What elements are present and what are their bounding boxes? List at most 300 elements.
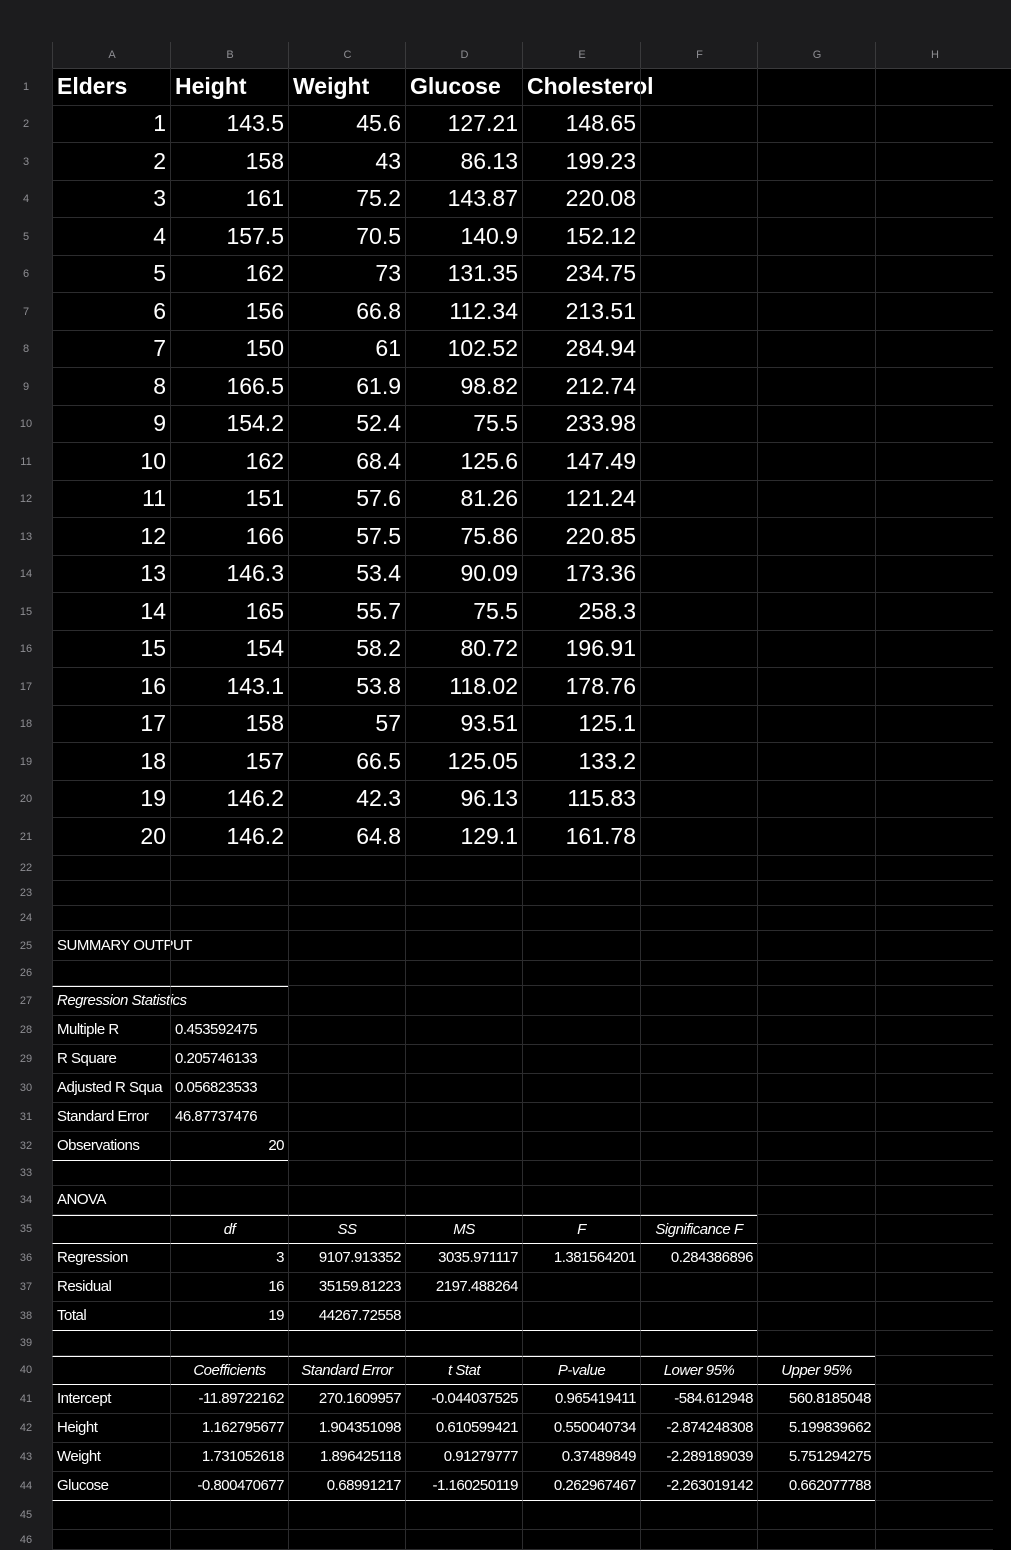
cell-e10[interactable]: 233.98 bbox=[522, 406, 640, 444]
cell-f3[interactable] bbox=[640, 143, 757, 181]
cell-f15[interactable] bbox=[640, 593, 757, 631]
cell-g32[interactable] bbox=[757, 1132, 875, 1161]
cell-a29[interactable]: R Square bbox=[52, 1045, 170, 1074]
cell-f5[interactable] bbox=[640, 218, 757, 256]
cell-h12[interactable] bbox=[875, 481, 993, 519]
cell-g1[interactable] bbox=[757, 68, 875, 106]
row-number[interactable]: 25 bbox=[0, 931, 52, 961]
cell-f37[interactable] bbox=[640, 1273, 757, 1302]
cell-e17[interactable]: 178.76 bbox=[522, 668, 640, 706]
cell-h2[interactable] bbox=[875, 106, 993, 144]
cell-g4[interactable] bbox=[757, 181, 875, 219]
cell-c38[interactable]: 44267.72558 bbox=[288, 1302, 405, 1331]
cell-h41[interactable] bbox=[875, 1385, 993, 1414]
cell-g6[interactable] bbox=[757, 256, 875, 294]
row-number[interactable]: 41 bbox=[0, 1385, 52, 1414]
cell-d22[interactable] bbox=[405, 856, 522, 881]
row-number[interactable]: 34 bbox=[0, 1186, 52, 1215]
cell-c46[interactable] bbox=[288, 1530, 405, 1550]
cell-f45[interactable] bbox=[640, 1501, 757, 1530]
cell-e12[interactable]: 121.24 bbox=[522, 481, 640, 519]
cell-d41[interactable]: -0.044037525 bbox=[405, 1385, 522, 1414]
cell-a22[interactable] bbox=[52, 856, 170, 881]
cell-h42[interactable] bbox=[875, 1414, 993, 1443]
cell-c20[interactable]: 42.3 bbox=[288, 781, 405, 819]
cell-b34[interactable] bbox=[170, 1186, 288, 1215]
row-number[interactable]: 6 bbox=[0, 256, 52, 294]
cell-f13[interactable] bbox=[640, 518, 757, 556]
cell-h30[interactable] bbox=[875, 1074, 993, 1103]
row-number[interactable]: 46 bbox=[0, 1530, 52, 1550]
cell-b15[interactable]: 165 bbox=[170, 593, 288, 631]
cell-h20[interactable] bbox=[875, 781, 993, 819]
cell-e31[interactable] bbox=[522, 1103, 640, 1132]
cell-g31[interactable] bbox=[757, 1103, 875, 1132]
row-number[interactable]: 37 bbox=[0, 1273, 52, 1302]
row-number[interactable]: 32 bbox=[0, 1132, 52, 1161]
cell-f20[interactable] bbox=[640, 781, 757, 819]
cell-b28[interactable]: 0.453592475 bbox=[170, 1016, 288, 1045]
cell-h28[interactable] bbox=[875, 1016, 993, 1045]
cell-c25[interactable] bbox=[288, 931, 405, 961]
cell-d14[interactable]: 90.09 bbox=[405, 556, 522, 594]
cell-c10[interactable]: 52.4 bbox=[288, 406, 405, 444]
cell-e32[interactable] bbox=[522, 1132, 640, 1161]
row-number[interactable]: 30 bbox=[0, 1074, 52, 1103]
row-number[interactable]: 2 bbox=[0, 106, 52, 144]
spreadsheet-grid[interactable] bbox=[0, 68, 1011, 1546]
cell-h15[interactable] bbox=[875, 593, 993, 631]
cell-c8[interactable]: 61 bbox=[288, 331, 405, 369]
cell-c18[interactable]: 57 bbox=[288, 706, 405, 744]
cell-b30[interactable]: 0.056823533 bbox=[170, 1074, 288, 1103]
cell-h4[interactable] bbox=[875, 181, 993, 219]
cell-f36[interactable]: 0.284386896 bbox=[640, 1244, 757, 1273]
cell-d40[interactable]: t Stat bbox=[405, 1356, 522, 1385]
row-number[interactable]: 45 bbox=[0, 1501, 52, 1530]
cell-f4[interactable] bbox=[640, 181, 757, 219]
cell-b8[interactable]: 150 bbox=[170, 331, 288, 369]
cell-h37[interactable] bbox=[875, 1273, 993, 1302]
cell-a1[interactable]: Elders bbox=[52, 68, 170, 106]
cell-g18[interactable] bbox=[757, 706, 875, 744]
cell-e35[interactable]: F bbox=[522, 1215, 640, 1244]
cell-b22[interactable] bbox=[170, 856, 288, 881]
cell-a45[interactable] bbox=[52, 1501, 170, 1530]
cell-h39[interactable] bbox=[875, 1331, 993, 1356]
cell-g39[interactable] bbox=[757, 1331, 875, 1356]
cell-b26[interactable] bbox=[170, 961, 288, 986]
cell-e23[interactable] bbox=[522, 881, 640, 906]
cell-f9[interactable] bbox=[640, 368, 757, 406]
cell-a12[interactable]: 11 bbox=[52, 481, 170, 519]
cell-b18[interactable]: 158 bbox=[170, 706, 288, 744]
cell-d19[interactable]: 125.05 bbox=[405, 743, 522, 781]
cell-a28[interactable]: Multiple R bbox=[52, 1016, 170, 1045]
row-number[interactable]: 35 bbox=[0, 1215, 52, 1244]
cell-d26[interactable] bbox=[405, 961, 522, 986]
cell-g26[interactable] bbox=[757, 961, 875, 986]
cell-e34[interactable] bbox=[522, 1186, 640, 1215]
cell-d21[interactable]: 129.1 bbox=[405, 818, 522, 856]
cell-a32[interactable]: Observations bbox=[52, 1132, 170, 1161]
cell-f46[interactable] bbox=[640, 1530, 757, 1550]
cell-f28[interactable] bbox=[640, 1016, 757, 1045]
cell-h43[interactable] bbox=[875, 1443, 993, 1472]
cell-g42[interactable]: 5.199839662 bbox=[757, 1414, 875, 1443]
cell-h8[interactable] bbox=[875, 331, 993, 369]
row-number[interactable]: 3 bbox=[0, 143, 52, 181]
cell-e26[interactable] bbox=[522, 961, 640, 986]
cell-c43[interactable]: 1.896425118 bbox=[288, 1443, 405, 1472]
cell-b42[interactable]: 1.162795677 bbox=[170, 1414, 288, 1443]
cell-a36[interactable]: Regression bbox=[52, 1244, 170, 1273]
cell-c37[interactable]: 35159.81223 bbox=[288, 1273, 405, 1302]
cell-g14[interactable] bbox=[757, 556, 875, 594]
cell-b16[interactable]: 154 bbox=[170, 631, 288, 669]
cell-d31[interactable] bbox=[405, 1103, 522, 1132]
cell-d42[interactable]: 0.610599421 bbox=[405, 1414, 522, 1443]
cell-a42[interactable]: Height bbox=[52, 1414, 170, 1443]
cell-c44[interactable]: 0.68991217 bbox=[288, 1472, 405, 1501]
cell-h36[interactable] bbox=[875, 1244, 993, 1273]
row-number[interactable]: 42 bbox=[0, 1414, 52, 1443]
cell-g17[interactable] bbox=[757, 668, 875, 706]
cell-h14[interactable] bbox=[875, 556, 993, 594]
cell-c13[interactable]: 57.5 bbox=[288, 518, 405, 556]
cell-f8[interactable] bbox=[640, 331, 757, 369]
cell-f27[interactable] bbox=[640, 986, 757, 1016]
cell-a24[interactable] bbox=[52, 906, 170, 931]
cell-d12[interactable]: 81.26 bbox=[405, 481, 522, 519]
cell-d18[interactable]: 93.51 bbox=[405, 706, 522, 744]
cell-g5[interactable] bbox=[757, 218, 875, 256]
cell-b45[interactable] bbox=[170, 1501, 288, 1530]
cell-b43[interactable]: 1.731052618 bbox=[170, 1443, 288, 1472]
cell-a43[interactable]: Weight bbox=[52, 1443, 170, 1472]
cell-a14[interactable]: 13 bbox=[52, 556, 170, 594]
cell-d13[interactable]: 75.86 bbox=[405, 518, 522, 556]
cell-h5[interactable] bbox=[875, 218, 993, 256]
cell-g9[interactable] bbox=[757, 368, 875, 406]
cell-a9[interactable]: 8 bbox=[52, 368, 170, 406]
row-number[interactable]: 8 bbox=[0, 331, 52, 369]
cell-d2[interactable]: 127.21 bbox=[405, 106, 522, 144]
cell-f38[interactable] bbox=[640, 1302, 757, 1331]
cell-e30[interactable] bbox=[522, 1074, 640, 1103]
cell-d46[interactable] bbox=[405, 1530, 522, 1550]
cell-c7[interactable]: 66.8 bbox=[288, 293, 405, 331]
row-number[interactable]: 29 bbox=[0, 1045, 52, 1074]
row-number[interactable]: 19 bbox=[0, 743, 52, 781]
cell-e2[interactable]: 148.65 bbox=[522, 106, 640, 144]
cell-b38[interactable]: 19 bbox=[170, 1302, 288, 1331]
cell-f26[interactable] bbox=[640, 961, 757, 986]
row-number[interactable]: 28 bbox=[0, 1016, 52, 1045]
cell-a10[interactable]: 9 bbox=[52, 406, 170, 444]
cell-a18[interactable]: 17 bbox=[52, 706, 170, 744]
cell-c14[interactable]: 53.4 bbox=[288, 556, 405, 594]
cell-a44[interactable]: Glucose bbox=[52, 1472, 170, 1501]
row-number[interactable]: 31 bbox=[0, 1103, 52, 1132]
cell-e21[interactable]: 161.78 bbox=[522, 818, 640, 856]
cell-c30[interactable] bbox=[288, 1074, 405, 1103]
cell-a21[interactable]: 20 bbox=[52, 818, 170, 856]
column-header-g[interactable]: G bbox=[757, 42, 876, 68]
cell-g41[interactable]: 560.8185048 bbox=[757, 1385, 875, 1414]
cell-d24[interactable] bbox=[405, 906, 522, 931]
cell-a11[interactable]: 10 bbox=[52, 443, 170, 481]
cell-e3[interactable]: 199.23 bbox=[522, 143, 640, 181]
cell-b11[interactable]: 162 bbox=[170, 443, 288, 481]
row-number[interactable]: 43 bbox=[0, 1443, 52, 1472]
row-number[interactable]: 7 bbox=[0, 293, 52, 331]
cell-f23[interactable] bbox=[640, 881, 757, 906]
cell-a6[interactable]: 5 bbox=[52, 256, 170, 294]
cell-b20[interactable]: 146.2 bbox=[170, 781, 288, 819]
cell-h31[interactable] bbox=[875, 1103, 993, 1132]
cell-e7[interactable]: 213.51 bbox=[522, 293, 640, 331]
cell-h44[interactable] bbox=[875, 1472, 993, 1501]
cell-g19[interactable] bbox=[757, 743, 875, 781]
cell-a5[interactable]: 4 bbox=[52, 218, 170, 256]
cell-h34[interactable] bbox=[875, 1186, 993, 1215]
cell-c3[interactable]: 43 bbox=[288, 143, 405, 181]
cell-e15[interactable]: 258.3 bbox=[522, 593, 640, 631]
cell-f39[interactable] bbox=[640, 1331, 757, 1356]
cell-g10[interactable] bbox=[757, 406, 875, 444]
cell-d17[interactable]: 118.02 bbox=[405, 668, 522, 706]
cell-d29[interactable] bbox=[405, 1045, 522, 1074]
cell-h25[interactable] bbox=[875, 931, 993, 961]
cell-b33[interactable] bbox=[170, 1161, 288, 1186]
cell-g30[interactable] bbox=[757, 1074, 875, 1103]
cell-d10[interactable]: 75.5 bbox=[405, 406, 522, 444]
cell-g37[interactable] bbox=[757, 1273, 875, 1302]
cell-g43[interactable]: 5.751294275 bbox=[757, 1443, 875, 1472]
cell-d43[interactable]: 0.91279777 bbox=[405, 1443, 522, 1472]
cell-c2[interactable]: 45.6 bbox=[288, 106, 405, 144]
cell-g8[interactable] bbox=[757, 331, 875, 369]
cell-g23[interactable] bbox=[757, 881, 875, 906]
cell-e16[interactable]: 196.91 bbox=[522, 631, 640, 669]
cell-a25[interactable]: SUMMARY OUTPUT bbox=[52, 931, 170, 961]
cell-b14[interactable]: 146.3 bbox=[170, 556, 288, 594]
row-number[interactable]: 23 bbox=[0, 881, 52, 906]
cell-a13[interactable]: 12 bbox=[52, 518, 170, 556]
cell-h11[interactable] bbox=[875, 443, 993, 481]
cell-g15[interactable] bbox=[757, 593, 875, 631]
cell-c4[interactable]: 75.2 bbox=[288, 181, 405, 219]
cell-d45[interactable] bbox=[405, 1501, 522, 1530]
cell-g13[interactable] bbox=[757, 518, 875, 556]
cell-g27[interactable] bbox=[757, 986, 875, 1016]
cell-h40[interactable] bbox=[875, 1356, 993, 1385]
cell-f14[interactable] bbox=[640, 556, 757, 594]
cell-h46[interactable] bbox=[875, 1530, 993, 1550]
cell-b44[interactable]: -0.800470677 bbox=[170, 1472, 288, 1501]
cell-f18[interactable] bbox=[640, 706, 757, 744]
row-number[interactable]: 18 bbox=[0, 706, 52, 744]
cell-b36[interactable]: 3 bbox=[170, 1244, 288, 1273]
cell-f32[interactable] bbox=[640, 1132, 757, 1161]
cell-e36[interactable]: 1.381564201 bbox=[522, 1244, 640, 1273]
cell-a33[interactable] bbox=[52, 1161, 170, 1186]
cell-b29[interactable]: 0.205746133 bbox=[170, 1045, 288, 1074]
cell-f44[interactable]: -2.263019142 bbox=[640, 1472, 757, 1501]
cell-f11[interactable] bbox=[640, 443, 757, 481]
cell-c5[interactable]: 70.5 bbox=[288, 218, 405, 256]
cell-h6[interactable] bbox=[875, 256, 993, 294]
cell-h33[interactable] bbox=[875, 1161, 993, 1186]
cell-e28[interactable] bbox=[522, 1016, 640, 1045]
cell-g24[interactable] bbox=[757, 906, 875, 931]
cell-d25[interactable] bbox=[405, 931, 522, 961]
cell-f41[interactable]: -584.612948 bbox=[640, 1385, 757, 1414]
row-number[interactable]: 5 bbox=[0, 218, 52, 256]
cell-d8[interactable]: 102.52 bbox=[405, 331, 522, 369]
row-number[interactable]: 21 bbox=[0, 818, 52, 856]
row-number[interactable]: 26 bbox=[0, 961, 52, 986]
cell-h18[interactable] bbox=[875, 706, 993, 744]
cell-e18[interactable]: 125.1 bbox=[522, 706, 640, 744]
row-number[interactable]: 10 bbox=[0, 406, 52, 444]
cell-d36[interactable]: 3035.971117 bbox=[405, 1244, 522, 1273]
cell-c12[interactable]: 57.6 bbox=[288, 481, 405, 519]
cell-e29[interactable] bbox=[522, 1045, 640, 1074]
cell-c28[interactable] bbox=[288, 1016, 405, 1045]
cell-c40[interactable]: Standard Error bbox=[288, 1356, 405, 1385]
row-number[interactable]: 33 bbox=[0, 1161, 52, 1186]
row-number[interactable]: 20 bbox=[0, 781, 52, 819]
cell-b10[interactable]: 154.2 bbox=[170, 406, 288, 444]
cell-a15[interactable]: 14 bbox=[52, 593, 170, 631]
row-number[interactable]: 15 bbox=[0, 593, 52, 631]
cell-c29[interactable] bbox=[288, 1045, 405, 1074]
cell-b35[interactable]: df bbox=[170, 1215, 288, 1244]
cell-d7[interactable]: 112.34 bbox=[405, 293, 522, 331]
cell-b39[interactable] bbox=[170, 1331, 288, 1356]
cell-e39[interactable] bbox=[522, 1331, 640, 1356]
cell-e8[interactable]: 284.94 bbox=[522, 331, 640, 369]
cell-d37[interactable]: 2197.488264 bbox=[405, 1273, 522, 1302]
cell-e37[interactable] bbox=[522, 1273, 640, 1302]
cell-d34[interactable] bbox=[405, 1186, 522, 1215]
cell-g3[interactable] bbox=[757, 143, 875, 181]
row-number[interactable]: 11 bbox=[0, 443, 52, 481]
cell-e27[interactable] bbox=[522, 986, 640, 1016]
cell-b23[interactable] bbox=[170, 881, 288, 906]
cell-g38[interactable] bbox=[757, 1302, 875, 1331]
cell-g45[interactable] bbox=[757, 1501, 875, 1530]
cell-h19[interactable] bbox=[875, 743, 993, 781]
cell-b13[interactable]: 166 bbox=[170, 518, 288, 556]
cell-h17[interactable] bbox=[875, 668, 993, 706]
cell-f1[interactable] bbox=[640, 68, 757, 106]
cell-d32[interactable] bbox=[405, 1132, 522, 1161]
column-header-c[interactable]: C bbox=[288, 42, 406, 68]
cell-b2[interactable]: 143.5 bbox=[170, 106, 288, 144]
cell-g35[interactable] bbox=[757, 1215, 875, 1244]
cell-a41[interactable]: Intercept bbox=[52, 1385, 170, 1414]
cell-g34[interactable] bbox=[757, 1186, 875, 1215]
cell-a34[interactable]: ANOVA bbox=[52, 1186, 170, 1215]
cell-c31[interactable] bbox=[288, 1103, 405, 1132]
cell-f17[interactable] bbox=[640, 668, 757, 706]
cell-f16[interactable] bbox=[640, 631, 757, 669]
cell-b12[interactable]: 151 bbox=[170, 481, 288, 519]
cell-g16[interactable] bbox=[757, 631, 875, 669]
cell-f19[interactable] bbox=[640, 743, 757, 781]
cell-d1[interactable]: Glucose bbox=[405, 68, 522, 106]
column-header-h[interactable]: H bbox=[875, 42, 994, 68]
cell-e14[interactable]: 173.36 bbox=[522, 556, 640, 594]
cell-d44[interactable]: -1.160250119 bbox=[405, 1472, 522, 1501]
cell-c41[interactable]: 270.1609957 bbox=[288, 1385, 405, 1414]
cell-e24[interactable] bbox=[522, 906, 640, 931]
cell-h23[interactable] bbox=[875, 881, 993, 906]
cell-b27[interactable] bbox=[170, 986, 288, 1016]
cell-c42[interactable]: 1.904351098 bbox=[288, 1414, 405, 1443]
cell-g33[interactable] bbox=[757, 1161, 875, 1186]
cell-c22[interactable] bbox=[288, 856, 405, 881]
cell-a4[interactable]: 3 bbox=[52, 181, 170, 219]
cell-g36[interactable] bbox=[757, 1244, 875, 1273]
cell-d3[interactable]: 86.13 bbox=[405, 143, 522, 181]
cell-d11[interactable]: 125.6 bbox=[405, 443, 522, 481]
cell-f2[interactable] bbox=[640, 106, 757, 144]
cell-g2[interactable] bbox=[757, 106, 875, 144]
cell-h7[interactable] bbox=[875, 293, 993, 331]
cell-b3[interactable]: 158 bbox=[170, 143, 288, 181]
cell-c17[interactable]: 53.8 bbox=[288, 668, 405, 706]
row-number[interactable]: 36 bbox=[0, 1244, 52, 1273]
cell-d9[interactable]: 98.82 bbox=[405, 368, 522, 406]
cell-a19[interactable]: 18 bbox=[52, 743, 170, 781]
cell-g44[interactable]: 0.662077788 bbox=[757, 1472, 875, 1501]
column-header-a[interactable]: A bbox=[52, 42, 171, 68]
row-number[interactable]: 13 bbox=[0, 518, 52, 556]
cell-e9[interactable]: 212.74 bbox=[522, 368, 640, 406]
cell-a8[interactable]: 7 bbox=[52, 331, 170, 369]
cell-h21[interactable] bbox=[875, 818, 993, 856]
cell-g21[interactable] bbox=[757, 818, 875, 856]
cell-f34[interactable] bbox=[640, 1186, 757, 1215]
cell-c34[interactable] bbox=[288, 1186, 405, 1215]
cell-e20[interactable]: 115.83 bbox=[522, 781, 640, 819]
cell-d27[interactable] bbox=[405, 986, 522, 1016]
cell-f33[interactable] bbox=[640, 1161, 757, 1186]
cell-g20[interactable] bbox=[757, 781, 875, 819]
cell-h45[interactable] bbox=[875, 1501, 993, 1530]
cell-a30[interactable]: Adjusted R Squa bbox=[52, 1074, 170, 1103]
cell-g29[interactable] bbox=[757, 1045, 875, 1074]
cell-d28[interactable] bbox=[405, 1016, 522, 1045]
row-number[interactable]: 22 bbox=[0, 856, 52, 881]
row-number[interactable]: 44 bbox=[0, 1472, 52, 1501]
cell-e19[interactable]: 133.2 bbox=[522, 743, 640, 781]
cell-f12[interactable] bbox=[640, 481, 757, 519]
cell-a37[interactable]: Residual bbox=[52, 1273, 170, 1302]
row-number[interactable]: 9 bbox=[0, 368, 52, 406]
cell-a40[interactable] bbox=[52, 1356, 170, 1385]
cell-f10[interactable] bbox=[640, 406, 757, 444]
cell-a38[interactable]: Total bbox=[52, 1302, 170, 1331]
cell-h3[interactable] bbox=[875, 143, 993, 181]
cell-f21[interactable] bbox=[640, 818, 757, 856]
cell-f25[interactable] bbox=[640, 931, 757, 961]
cell-e42[interactable]: 0.550040734 bbox=[522, 1414, 640, 1443]
